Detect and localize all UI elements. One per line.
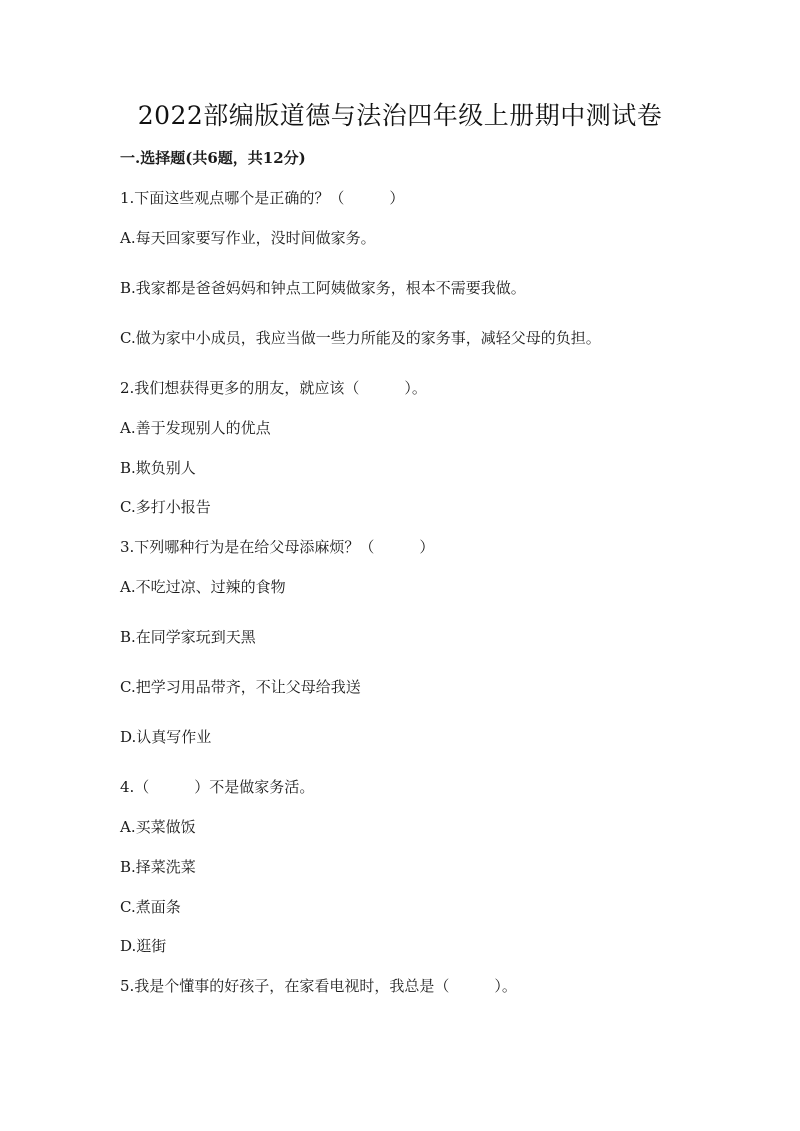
question-4-option-d: D.逛街 [120, 937, 167, 955]
question-4-option-a: A.买菜做饭 [120, 818, 196, 836]
question-3-option-c: C.把学习用品带齐，不让父母给我送 [120, 678, 361, 696]
question-2-stem: 2.我们想获得更多的朋友，就应该（ ）。 [120, 379, 427, 397]
question-3-option-a: A.不吃过凉、过辣的食物 [120, 578, 286, 596]
question-1-stem: 1.下面这些观点哪个是正确的？（ ） [120, 189, 405, 207]
question-5-stem: 5.我是个懂事的好孩子，在家看电视时，我总是（ ）。 [120, 977, 517, 995]
question-3-stem: 3.下列哪种行为是在给父母添麻烦？（ ） [120, 538, 435, 556]
page-title: 2022部编版道德与法治四年级上册期中测试卷 [137, 101, 663, 130]
question-1-option-a: A.每天回家要写作业，没时间做家务。 [120, 229, 376, 247]
question-1-option-b: B.我家都是爸爸妈妈和钟点工阿姨做家务，根本不需要我做。 [120, 279, 526, 297]
question-2-option-a: A.善于发现别人的优点 [120, 419, 271, 437]
question-2-option-b: B.欺负别人 [120, 459, 196, 477]
question-1-option-c: C.做为家中小成员，我应当做一些力所能及的家务事，减轻父母的负担。 [120, 329, 601, 347]
question-3-option-b: B.在同学家玩到天黑 [120, 628, 256, 646]
question-4-stem: 4.（ ）不是做家务活。 [120, 778, 315, 796]
section-heading: 一.选择题(共6题，共12分) [120, 149, 306, 167]
question-3-option-d: D.认真写作业 [120, 728, 212, 746]
question-4-option-c: C.煮面条 [120, 898, 181, 916]
question-2-option-c: C.多打小报告 [120, 498, 211, 516]
question-4-option-b: B.择菜洗菜 [120, 858, 196, 876]
